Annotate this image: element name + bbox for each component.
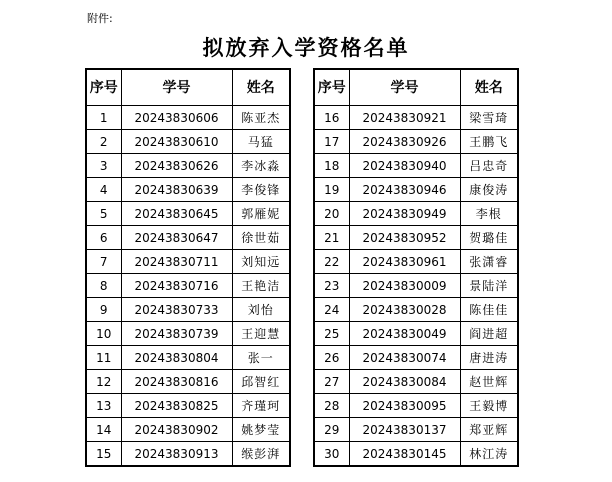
cell-student-id: 20243830610 xyxy=(121,130,232,154)
cell-index: 27 xyxy=(314,370,349,394)
cell-index: 5 xyxy=(86,202,121,226)
table-row xyxy=(314,178,518,202)
cell-name: 郭雁妮 xyxy=(232,202,290,226)
table-row xyxy=(86,178,290,202)
cell-name: 李根 xyxy=(460,202,518,226)
cell-student-id: 20243830095 xyxy=(349,394,460,418)
cell-name: 王毅博 xyxy=(460,394,518,418)
cell-index: 13 xyxy=(86,394,121,418)
cell-student-id: 20243830816 xyxy=(121,370,232,394)
cell-student-id: 20243830961 xyxy=(349,250,460,274)
table-row xyxy=(86,226,290,250)
cell-index: 11 xyxy=(86,346,121,370)
cell-name: 张一 xyxy=(232,346,290,370)
cell-name: 阎进超 xyxy=(460,322,518,346)
cell-index: 1 xyxy=(86,106,121,130)
cell-student-id: 20243830626 xyxy=(121,154,232,178)
roster-table-left xyxy=(85,68,291,467)
table-row xyxy=(314,226,518,250)
cell-student-id: 20243830949 xyxy=(349,202,460,226)
cell-name: 梁雪琦 xyxy=(460,106,518,130)
cell-index: 7 xyxy=(86,250,121,274)
cell-student-id: 20243830074 xyxy=(349,346,460,370)
cell-name: 康俊涛 xyxy=(460,178,518,202)
cell-student-id: 20243830606 xyxy=(121,106,232,130)
table-row xyxy=(86,298,290,322)
cell-name: 马猛 xyxy=(232,130,290,154)
cell-student-id: 20243830739 xyxy=(121,322,232,346)
document-title: 拟放弃入学资格名单 xyxy=(202,36,410,60)
cell-index: 6 xyxy=(86,226,121,250)
cell-name: 张潇睿 xyxy=(460,250,518,274)
cell-name: 王鹏飞 xyxy=(460,130,518,154)
cell-index: 30 xyxy=(314,442,349,467)
table-row xyxy=(86,274,290,298)
table-row xyxy=(86,250,290,274)
cell-index: 3 xyxy=(86,154,121,178)
cell-student-id: 20243830940 xyxy=(349,154,460,178)
table-row xyxy=(314,394,518,418)
cell-index: 29 xyxy=(314,418,349,442)
table-row xyxy=(314,298,518,322)
cell-index: 9 xyxy=(86,298,121,322)
cell-index: 24 xyxy=(314,298,349,322)
table-row xyxy=(86,442,290,467)
cell-index: 18 xyxy=(314,154,349,178)
cell-student-id: 20243830825 xyxy=(121,394,232,418)
cell-name: 吕忠奇 xyxy=(460,154,518,178)
header-name: 姓名 xyxy=(460,69,518,106)
header-index: 序号 xyxy=(86,69,121,106)
table-row xyxy=(86,202,290,226)
cell-student-id: 20243830716 xyxy=(121,274,232,298)
table-row xyxy=(314,274,518,298)
cell-index: 19 xyxy=(314,178,349,202)
cell-student-id: 20243830733 xyxy=(121,298,232,322)
cell-name: 李俊锋 xyxy=(232,178,290,202)
table-row xyxy=(314,130,518,154)
cell-index: 23 xyxy=(314,274,349,298)
cell-name: 刘知远 xyxy=(232,250,290,274)
roster-table-right xyxy=(313,68,519,467)
cell-name: 刘怡 xyxy=(232,298,290,322)
table-row xyxy=(314,250,518,274)
cell-student-id: 20243830009 xyxy=(349,274,460,298)
cell-name: 贺璐佳 xyxy=(460,226,518,250)
cell-index: 10 xyxy=(86,322,121,346)
cell-name: 陈佳佳 xyxy=(460,298,518,322)
cell-index: 22 xyxy=(314,250,349,274)
header-name: 姓名 xyxy=(232,69,290,106)
cell-index: 28 xyxy=(314,394,349,418)
cell-name: 姚梦莹 xyxy=(232,418,290,442)
table-row xyxy=(314,418,518,442)
cell-name: 徐世茹 xyxy=(232,226,290,250)
table-row xyxy=(314,154,518,178)
cell-student-id: 20243830137 xyxy=(349,418,460,442)
cell-index: 25 xyxy=(314,322,349,346)
cell-student-id: 20243830952 xyxy=(349,226,460,250)
cell-index: 17 xyxy=(314,130,349,154)
cell-name: 赵世辉 xyxy=(460,370,518,394)
attachment-label: 附件: xyxy=(87,12,113,25)
table-row xyxy=(314,346,518,370)
cell-name: 唐进涛 xyxy=(460,346,518,370)
cell-name: 李冰淼 xyxy=(232,154,290,178)
cell-name: 王艳洁 xyxy=(232,274,290,298)
table-row xyxy=(86,370,290,394)
table-row xyxy=(86,418,290,442)
header-index: 序号 xyxy=(314,69,349,106)
cell-name: 邱智红 xyxy=(232,370,290,394)
table-row xyxy=(86,106,290,130)
cell-name: 缑彭湃 xyxy=(232,442,290,467)
cell-student-id: 20243830926 xyxy=(349,130,460,154)
cell-index: 4 xyxy=(86,178,121,202)
cell-index: 2 xyxy=(86,130,121,154)
table-header-row xyxy=(86,69,290,106)
cell-name: 林江涛 xyxy=(460,442,518,467)
table-row xyxy=(314,442,518,467)
table-row xyxy=(314,106,518,130)
cell-index: 14 xyxy=(86,418,121,442)
cell-index: 21 xyxy=(314,226,349,250)
cell-student-id: 20243830145 xyxy=(349,442,460,467)
cell-student-id: 20243830711 xyxy=(121,250,232,274)
cell-student-id: 20243830913 xyxy=(121,442,232,467)
cell-name: 齐瑾珂 xyxy=(232,394,290,418)
cell-student-id: 20243830028 xyxy=(349,298,460,322)
header-student-id: 学号 xyxy=(349,69,460,106)
cell-index: 15 xyxy=(86,442,121,467)
cell-student-id: 20243830921 xyxy=(349,106,460,130)
table-row xyxy=(314,322,518,346)
cell-index: 12 xyxy=(86,370,121,394)
cell-student-id: 20243830639 xyxy=(121,178,232,202)
cell-student-id: 20243830049 xyxy=(349,322,460,346)
table-row xyxy=(86,394,290,418)
cell-name: 王迎慧 xyxy=(232,322,290,346)
cell-name: 陈亚杰 xyxy=(232,106,290,130)
cell-student-id: 20243830804 xyxy=(121,346,232,370)
cell-name: 景陆洋 xyxy=(460,274,518,298)
cell-student-id: 20243830645 xyxy=(121,202,232,226)
cell-index: 16 xyxy=(314,106,349,130)
table-header-row xyxy=(314,69,518,106)
table-row xyxy=(314,370,518,394)
cell-index: 26 xyxy=(314,346,349,370)
cell-student-id: 20243830084 xyxy=(349,370,460,394)
table-row xyxy=(86,154,290,178)
cell-student-id: 20243830647 xyxy=(121,226,232,250)
table-row xyxy=(86,130,290,154)
cell-index: 8 xyxy=(86,274,121,298)
header-student-id: 学号 xyxy=(121,69,232,106)
table-row xyxy=(314,202,518,226)
table-row xyxy=(86,322,290,346)
cell-student-id: 20243830902 xyxy=(121,418,232,442)
table-row xyxy=(86,346,290,370)
cell-name: 郑亚辉 xyxy=(460,418,518,442)
cell-student-id: 20243830946 xyxy=(349,178,460,202)
cell-index: 20 xyxy=(314,202,349,226)
